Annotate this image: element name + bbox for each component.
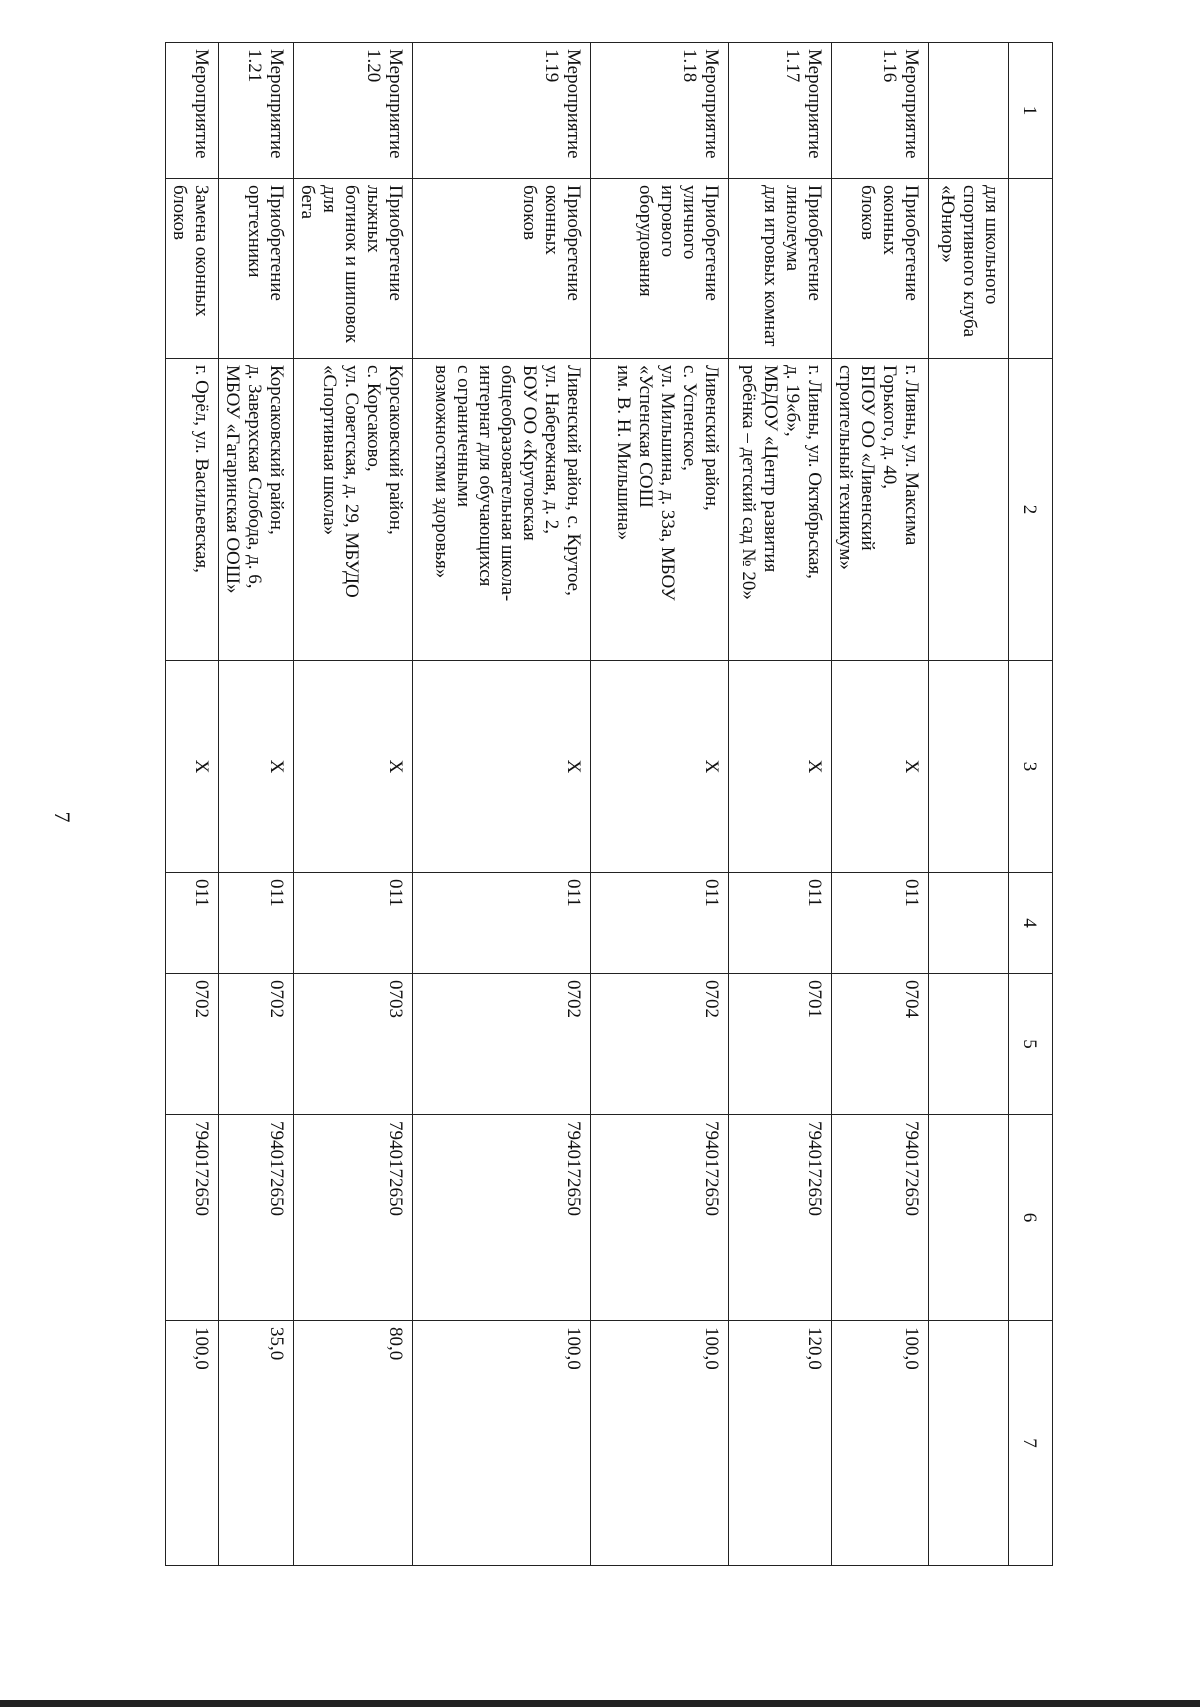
col4-cell	[294, 873, 413, 974]
header-cell-blank	[1009, 179, 1053, 359]
col5-cell	[929, 974, 1009, 1115]
col7-cell-text: 80,0	[385, 1327, 406, 1361]
col5-cell-text: 0702	[191, 980, 212, 1018]
address-cell-text: Ливенский район, с. Успенское, ул. Мильшина, д. 33а, МБОУ «Успенская СОШ им. В. Н. Мильшина»	[613, 365, 722, 601]
col3-cell	[219, 661, 294, 873]
col7-cell	[413, 1321, 591, 1566]
col4-cell-text: 011	[191, 879, 212, 907]
address-cell	[294, 359, 413, 661]
col5-cell	[166, 974, 219, 1115]
description-cell-text: для школьного спортивного клуба «Юниор»	[937, 185, 1002, 338]
address-cell-text: Ливенский район, с. Крутое, ул. Набережная, д. 2, БОУ ОО «Крутовская общеобразовательная школа- интернат для обучающихся с ограниченными возможностями здоровья»	[431, 365, 584, 602]
event-cell-text: Мероприятие 1.20	[363, 49, 406, 159]
header-cell-6: 6	[1009, 1115, 1053, 1321]
col5-cell-text: 0702	[563, 980, 584, 1018]
events-table	[165, 42, 1053, 1566]
description-cell-text: Приобретение оргтехники	[244, 185, 287, 301]
table-row	[413, 43, 591, 1566]
col7-cell-text: 100,0	[191, 1327, 212, 1370]
table-container	[166, 42, 1200, 1448]
col6-cell-text: 7940172650	[563, 1121, 584, 1216]
col6-cell-text: 7940172650	[266, 1121, 287, 1216]
col7-cell-text: 100,0	[701, 1327, 722, 1370]
description-cell	[729, 179, 832, 359]
description-cell-text: Приобретение линолеума для игровых комнат	[760, 185, 825, 347]
col4-cell	[832, 873, 929, 974]
col7-cell	[832, 1321, 929, 1566]
description-cell	[413, 179, 591, 359]
col3-cell	[294, 661, 413, 873]
event-cell-text: Мероприятие 1.16	[879, 49, 922, 159]
event-cell	[294, 43, 413, 179]
col4-cell-text: 011	[385, 879, 406, 907]
address-cell-text: Корсаковский район, д. Заверхская Слобода, д. 6, МБОУ «Гагаринская ООШ»	[222, 365, 287, 594]
description-cell	[219, 179, 294, 359]
description-cell-text: Приобретение лыжных ботинок и шиповок для бега	[297, 185, 406, 343]
col5-cell-text: 0702	[266, 980, 287, 1018]
col4-cell	[166, 873, 219, 974]
address-cell	[166, 359, 219, 661]
col4-cell	[413, 873, 591, 974]
event-cell	[729, 43, 832, 179]
description-cell	[591, 179, 729, 359]
col3-cell	[413, 661, 591, 873]
description-cell	[294, 179, 413, 359]
col3-cell	[591, 661, 729, 873]
col7-cell	[729, 1321, 832, 1566]
col3-cell-text: Х	[901, 759, 922, 774]
col5-cell	[413, 974, 591, 1115]
col6-cell-text: 7940172650	[191, 1121, 212, 1216]
event-cell	[219, 43, 294, 179]
col3-cell	[929, 661, 1009, 873]
col4-cell	[929, 873, 1009, 974]
address-cell	[832, 359, 929, 661]
address-cell	[729, 359, 832, 661]
col4-cell	[219, 873, 294, 974]
description-cell	[166, 179, 219, 359]
col3-cell-text: Х	[804, 759, 825, 774]
col5-cell	[832, 974, 929, 1115]
col3-cell	[832, 661, 929, 873]
event-cell	[832, 43, 929, 179]
description-cell-text: Замена оконных блоков	[169, 185, 212, 317]
col6-cell-text: 7940172650	[701, 1121, 722, 1216]
header-cell-7: 7	[1009, 1321, 1053, 1566]
col6-cell	[929, 1115, 1009, 1321]
address-cell-text: г. Орёл, ул. Васильевская,	[191, 365, 212, 573]
col5-cell-text: 0703	[385, 980, 406, 1018]
description-cell	[929, 179, 1009, 359]
col6-cell	[294, 1115, 413, 1321]
address-cell	[591, 359, 729, 661]
header-cell-1: 1	[1009, 43, 1053, 179]
table-row	[591, 43, 729, 1566]
event-cell-text: Мероприятие 1.21	[244, 49, 287, 159]
col4-cell	[591, 873, 729, 974]
table-row	[294, 43, 413, 1566]
table-row	[832, 43, 929, 1566]
col7-cell-text: 100,0	[901, 1327, 922, 1370]
table-row	[729, 43, 832, 1566]
col7-cell-text: 120,0	[804, 1327, 825, 1370]
col5-cell-text: 0701	[804, 980, 825, 1018]
description-cell-text: Приобретение оконных блоков	[857, 185, 922, 301]
header-cell-5: 5	[1009, 974, 1053, 1115]
header-row	[1009, 43, 1053, 1566]
page-number: 7	[50, 811, 75, 823]
col6-cell-text: 7940172650	[804, 1121, 825, 1216]
rotated-table-frame	[166, 42, 1053, 1565]
event-cell	[591, 43, 729, 179]
col6-cell-text: 7940172650	[385, 1121, 406, 1216]
description-cell-text: Приобретение уличного игрового оборудования	[635, 185, 722, 301]
col3-cell	[166, 661, 219, 873]
address-cell-text: Корсаковский район, с. Корсаково, ул. Советская, д. 29, МБУДО «Спортивная школа»	[319, 365, 406, 598]
col5-cell	[219, 974, 294, 1115]
col6-cell	[729, 1115, 832, 1321]
event-cell-text: Мероприятие	[191, 49, 212, 159]
col3-cell-text: Х	[563, 759, 584, 774]
address-cell	[413, 359, 591, 661]
table-row	[929, 43, 1009, 1566]
col7-cell	[294, 1321, 413, 1566]
address-cell-text: г. Ливны, ул. Максима Горького, д. 40, БПОУ ОО «Ливенский строительный техникум»	[835, 365, 922, 570]
col4-cell	[729, 873, 832, 974]
col7-cell	[929, 1321, 1009, 1566]
event-cell	[166, 43, 219, 179]
header-cell-4: 4	[1009, 873, 1053, 974]
col6-cell-text: 7940172650	[901, 1121, 922, 1216]
event-cell-text: Мероприятие 1.19	[541, 49, 584, 159]
col3-cell-text: Х	[191, 759, 212, 774]
col4-cell-text: 011	[901, 879, 922, 907]
col7-cell-text: 35,0	[266, 1327, 287, 1361]
col5-cell	[294, 974, 413, 1115]
event-cell	[929, 43, 1009, 179]
description-cell-text: Приобретение оконных блоков	[519, 185, 584, 301]
address-cell	[219, 359, 294, 661]
address-cell-text: г. Ливны, ул. Октябрьская, д. 19«б», МБДОУ «Центр развития ребёнка – детский сад № 20»	[738, 365, 825, 600]
col7-cell	[166, 1321, 219, 1566]
event-cell-text: Мероприятие 1.18	[679, 49, 722, 159]
col5-cell-text: 0702	[701, 980, 722, 1018]
table-row	[166, 43, 219, 1566]
col4-cell-text: 011	[701, 879, 722, 907]
col6-cell	[219, 1115, 294, 1321]
col6-cell	[413, 1115, 591, 1321]
col3-cell-text: Х	[385, 759, 406, 774]
table-row	[219, 43, 294, 1566]
col6-cell	[832, 1115, 929, 1321]
scan-edge	[0, 1700, 1200, 1707]
col4-cell-text: 011	[266, 879, 287, 907]
address-cell	[929, 359, 1009, 661]
header-cell-3: 3	[1009, 661, 1053, 873]
col3-cell-text: Х	[266, 759, 287, 774]
col6-cell	[591, 1115, 729, 1321]
col7-cell	[219, 1321, 294, 1566]
col6-cell	[166, 1115, 219, 1321]
header-cell-2: 2	[1009, 359, 1053, 661]
col4-cell-text: 011	[804, 879, 825, 907]
col5-cell-text: 0704	[901, 980, 922, 1018]
col3-cell	[729, 661, 832, 873]
event-cell	[413, 43, 591, 179]
col5-cell	[591, 974, 729, 1115]
description-cell	[832, 179, 929, 359]
col7-cell	[591, 1321, 729, 1566]
event-cell-text: Мероприятие 1.17	[782, 49, 825, 159]
col4-cell-text: 011	[563, 879, 584, 907]
col5-cell	[729, 974, 832, 1115]
col7-cell-text: 100,0	[563, 1327, 584, 1370]
col3-cell-text: Х	[701, 759, 722, 774]
